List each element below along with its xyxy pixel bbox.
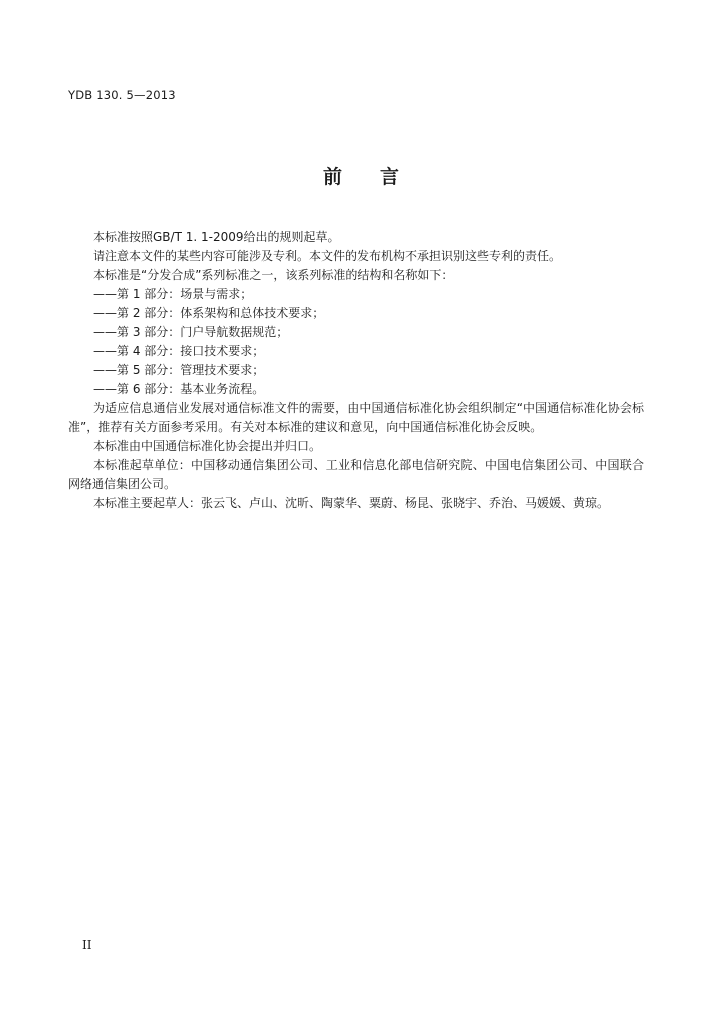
series-part-3: ——第 3 部分：门户导航数据规范； xyxy=(93,325,289,339)
page-title xyxy=(0,162,724,189)
foreword-body xyxy=(68,228,644,513)
paragraph-drafters: 本标准主要起草人：张云飞、卢山、沈昕、陶蒙华、粟蔚、杨昆、张晓宇、乔治、马媛媛、黄琼。 xyxy=(93,496,610,510)
paragraph-series-intro: 本标准是“分发合成”系列标准之一，该系列标准的结构和名称如下： xyxy=(93,268,454,282)
paragraph-patent-notice: 请注意本文件的某些内容可能涉及专利。本文件的发布机构不承担识别这些专利的责任。 xyxy=(93,249,562,263)
series-part-5: ——第 5 部分：管理技术要求； xyxy=(93,363,265,377)
series-part-1: ——第 1 部分：场景与需求； xyxy=(93,287,253,301)
page-number: II xyxy=(82,938,92,952)
paragraph-drafting-rules: 本标准按照GB/T 1. 1-2009给出的规则起草。 xyxy=(93,230,340,244)
standard-code: YDB 130. 5—2013 xyxy=(68,88,176,102)
paragraph-proposer: 本标准由中国通信标准化协会提出并归口。 xyxy=(93,439,322,453)
title-char-1: 前 xyxy=(322,166,344,188)
series-part-2: ——第 2 部分：体系架构和总体技术要求； xyxy=(93,306,325,320)
paragraph-purpose: 为适应信息通信业发展对通信标准文件的需要，由中国通信标准化协会组织制定“中国通信标准化协会标准”，推荐有关方面参考采用。有关对本标准的建议和意见，向中国通信标准化协会反映。 xyxy=(68,401,644,434)
title-char-2: 言 xyxy=(380,166,402,188)
series-part-4: ——第 4 部分：接口技术要求； xyxy=(93,344,265,358)
paragraph-drafting-units: 本标准起草单位：中国移动通信集团公司、工业和信息化部电信研究院、中国电信集团公司、中国联合网络通信集团公司。 xyxy=(68,458,644,491)
series-part-6: ——第 6 部分：基本业务流程。 xyxy=(93,382,265,396)
